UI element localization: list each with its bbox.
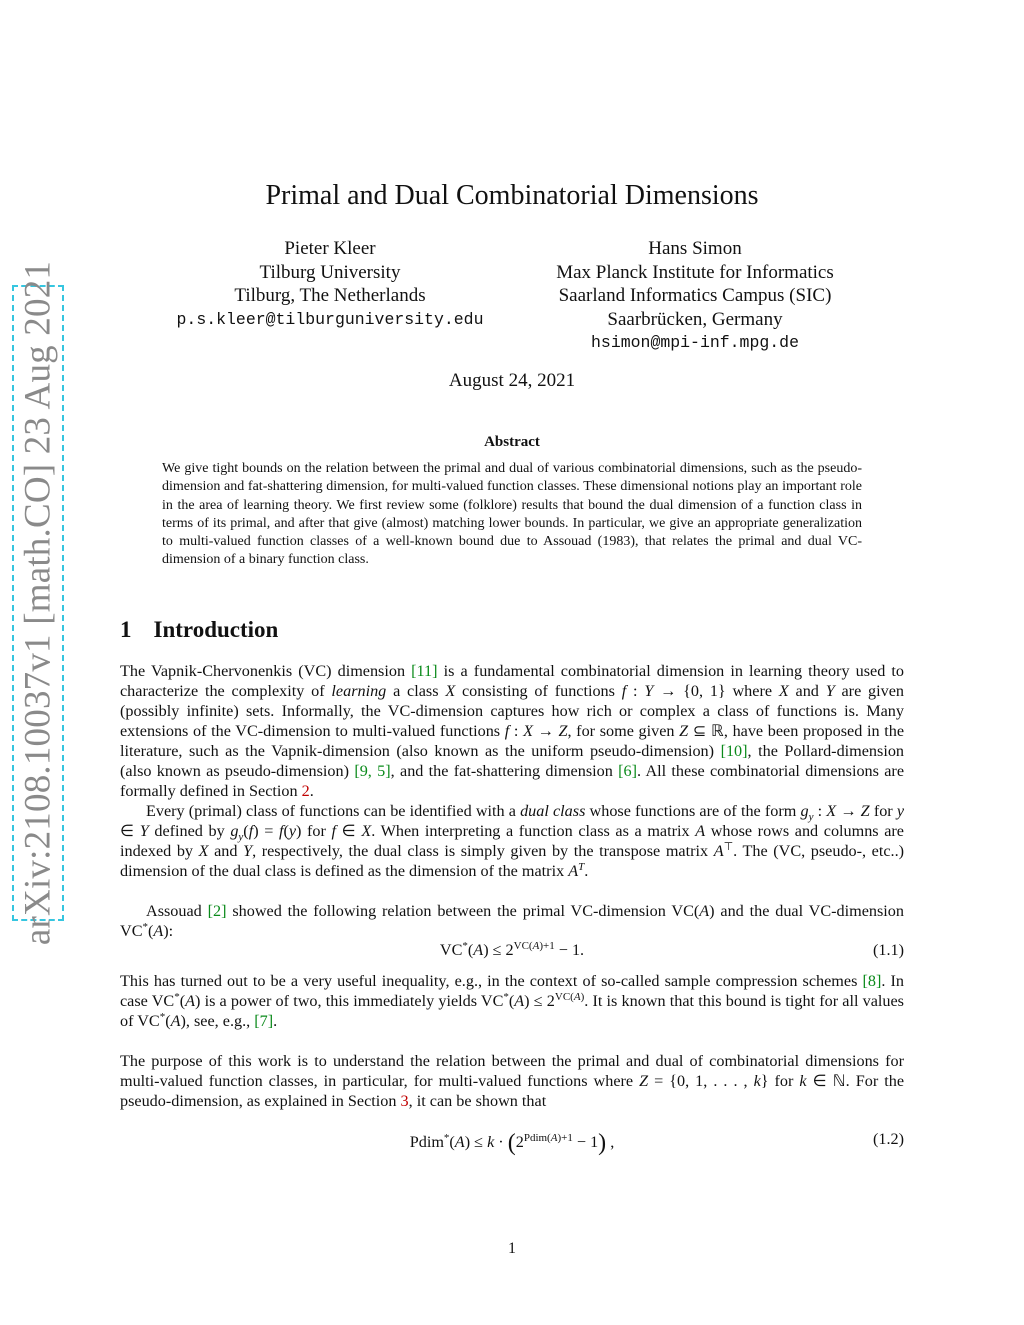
- intro-paragraph-4: This has turned out to be a very useful inequality, e.g., in the context of so-called sample compression schemes [8]. In case VC*(A) is a power of two, this immediately yields $VC^*(A) \le 2^{VC(A)}$. It is known that this bound is tight for all values of VC*(A), see, e.g., [7].: [120, 972, 905, 1030]
- citation-link[interactable]: [9, 5]: [354, 762, 391, 780]
- equation-body: Pdim*(A) ≤ $k \cdot (2^{Pdim(A)+1} - 1)$ ,: [409, 1130, 615, 1156]
- intro-paragraph-1: The Vapnik-Chervonenkis (VC) dimension [11] is a fundamental combinatorial dimension in learning theory used to characterize the complexity of learning a class X consisting of functions f : Y → {0, 1} where X and Y are given (possibly infinite) sets. Informally, the VC-dimension captures how rich or complex a class of functions is. Many extensions of the VC-dimension to multi-valued functions f : X → Z, for some given Z ⊆ ℝ, have been proposed in the literature, such as the Vapnik-dimension (also known as the uniform pseudo-dimension) [10], the Pollard-dimension (also known as pseudo-dimension) [9, 5], and the fat-shattering dimension [6]. All these combinatorial dimensions are formally defined in Section 2.: [120, 662, 905, 800]
- citation-link[interactable]: [7]: [254, 1012, 274, 1030]
- abstract-heading: Abstract: [484, 434, 540, 450]
- author-location: Saarbrücken, Germany: [607, 308, 783, 330]
- equation-1-1: [120, 941, 904, 960]
- paper-date: August 24, 2021: [448, 370, 576, 391]
- arxiv-identifier: arXiv:2108.10037v1 [math.CO] 23 Aug 2021: [17, 260, 59, 946]
- author-name: Pieter Kleer: [284, 238, 376, 259]
- author-name: Hans Simon: [648, 238, 742, 259]
- intro-paragraph-2: Every (primal) class of functions can be identified with a dual class whose functions are of the form $g_y$ : X → Z for y ∈ Y defined by $g_y(f) = f(y)$ for f ∈ X. When interpreting a function class as a matrix A whose rows and columns are indexed by X and Y, respectively, the dual class is simply given by the transpose matrix A⊤. The (VC, pseudo-, etc..) dimension of the dual class is defined as the dimension of the matrix $A^T$.: [120, 802, 905, 880]
- citation-link[interactable]: [10]: [720, 742, 748, 760]
- author-affiliation: Max Planck Institute for Informatics: [556, 261, 834, 283]
- equation-number: (1.1): [872, 941, 904, 959]
- section-heading: [120, 617, 278, 643]
- author-affiliation: Tilburg University: [259, 261, 401, 283]
- citation-link[interactable]: [2]: [207, 902, 227, 920]
- author-email[interactable]: hsimon@mpi-inf.mpg.de: [591, 333, 799, 352]
- section-reference-link[interactable]: 2: [301, 782, 310, 800]
- equation-1-2: [120, 1130, 904, 1157]
- author-email[interactable]: p.s.kleer@tilburguniversity.edu: [176, 309, 484, 329]
- citation-link[interactable]: [8]: [862, 972, 882, 990]
- page-number: 1: [508, 1240, 516, 1257]
- author-block-2: [520, 237, 870, 355]
- author-campus: Saarland Informatics Campus (SIC): [558, 285, 832, 306]
- citation-link[interactable]: [6]: [618, 762, 637, 780]
- section-reference-link[interactable]: 3: [400, 1092, 409, 1110]
- section-title: Introduction: [153, 617, 279, 642]
- intro-paragraph-5: The purpose of this work is to understand the relation between the primal and dual of combinatorial dimensions for multi-valued function classes, in particular, for multi-valued functions where Z = {0, 1, . . . , k} for k ∈ ℕ. For the pseudo-dimension, as explained in Section 3, it can be shown that: [120, 1052, 905, 1110]
- citation-link[interactable]: [11]: [411, 662, 438, 680]
- equation-body: $VC^*(A) \le 2^{VC(A)+1} - 1$.: [439, 940, 585, 959]
- author-location: Tilburg, The Netherlands: [234, 285, 426, 306]
- equation-number: (1.2): [872, 1130, 904, 1148]
- author-block-1: [160, 237, 500, 331]
- paper-title: Primal and Dual Combinatorial Dimensions: [265, 180, 759, 211]
- abstract-text: We give tight bounds on the relation between the primal and dual of various combinatorial dimensions, such as the pseudo-dimension and fat-shattering dimension, for multi-valued function classes. These dimensional notions play an important role in the area of learning theory. We first review some (folklore) results that bound the dual dimension of a function class in terms of its primal, and after that give (almost) matching lower bounds. In particular, we give an appropriate generalization to multi-valued function classes of a well-known bound due to Assouad (1983), that relates the primal and dual VC-dimension of a binary function class.: [162, 461, 862, 568]
- intro-paragraph-3: Assouad [2] showed the following relation between the primal VC-dimension VC(A) and the dual VC-dimension VC*(A):: [120, 902, 904, 940]
- section-number: 1: [120, 617, 132, 642]
